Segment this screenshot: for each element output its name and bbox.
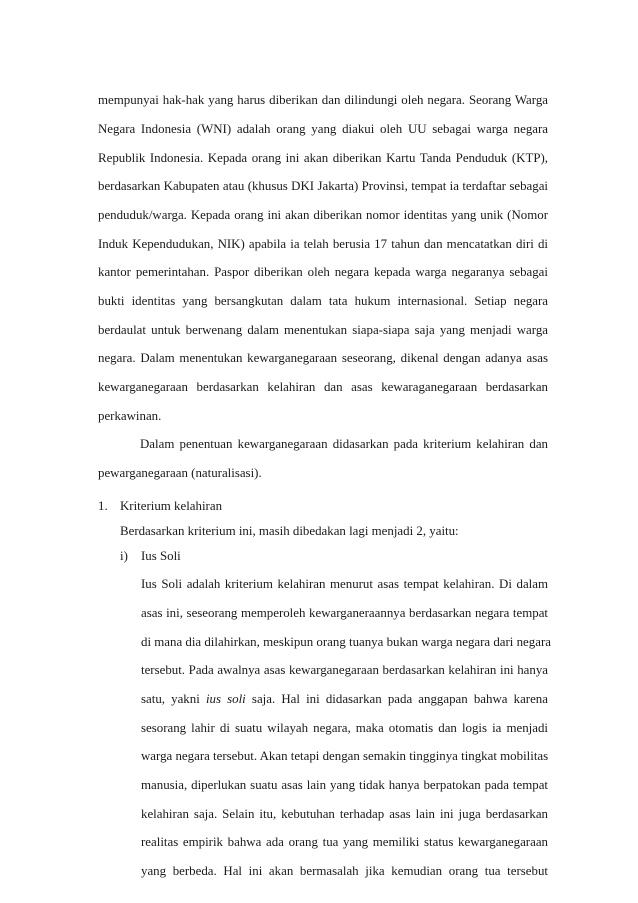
paragraph-line: negara. Dalam menentukan kewarganegaraan seseorang, dikenal dengan adanya asas bbox=[98, 351, 548, 365]
body-line: warga negara tersebut. Akan tetapi dengan semakin tingginya tingkat mobilitas bbox=[141, 749, 549, 763]
sub-list-marker: i) bbox=[120, 549, 128, 563]
paragraph-line: berdaulat untuk berwenang dalam menentukan siapa-siapa saja yang menjadi warga bbox=[98, 323, 548, 337]
body-line: di mana dia dilahirkan, meskipun orang tuanya bukan warga negara dari negara bbox=[141, 635, 551, 649]
body-line: yang berbeda. Hal ini akan bermasalah jika kemudian orang tua tersebut bbox=[141, 864, 548, 878]
paragraph-line: penduduk/warga. Kepada orang ini akan diberikan nomor identitas yang unik (Nomor bbox=[98, 208, 548, 222]
paragraph-line: mempunyai hak-hak yang harus diberikan dan dilindungi oleh negara. Seorang Warga bbox=[98, 93, 548, 107]
body-line: realitas empirik bahwa ada orang tua yang memiliki status kewarganegaraan bbox=[141, 835, 548, 849]
paragraph-line: Induk Kependudukan, NIK) apabila ia telah berusia 17 tahun dan mencatatkan diri di bbox=[98, 237, 548, 251]
paragraph-line: pewarganegaraan (naturalisasi). bbox=[98, 466, 262, 480]
list-item-intro: Berdasarkan kriterium ini, masih dibedakan lagi menjadi 2, yaitu: bbox=[120, 524, 459, 538]
body-line: manusia, diperlukan suatu asas lain yang tidak hanya berpatokan pada tempat bbox=[141, 778, 548, 792]
body-line: sesorang lahir di suatu wilayah negara, maka otomatis dan logis ia menjadi bbox=[141, 721, 548, 735]
paragraph-line: Dalam penentuan kewarganegaraan didasarkan pada kriterium kelahiran dan bbox=[140, 437, 548, 451]
body-line bbox=[141, 690, 548, 708]
sub-item-title: Ius Soli bbox=[141, 549, 181, 563]
list-number: 1. bbox=[98, 499, 108, 513]
italic-term: ius soli bbox=[205, 692, 246, 706]
paragraph-line: bukti identitas yang bersangkutan dalam tata hukum internasional. Setiap negara bbox=[98, 294, 548, 308]
body-line: asas ini, seseorang memperoleh kewarganeraannya berdasarkan negara tempat bbox=[141, 606, 548, 620]
paragraph-line: kewarganegaraan berdasarkan kelahiran dan asas kewaraganegaraan berdasarkan bbox=[98, 380, 548, 394]
list-item-title: Kriterium kelahiran bbox=[120, 499, 223, 513]
paragraph-line: berdasarkan Kabupaten atau (khusus DKI Jakarta) Provinsi, tempat ia terdaftar sebagai bbox=[98, 179, 548, 193]
paragraph-line: kantor pemerintahan. Paspor diberikan oleh negara kepada warga negaranya sebagai bbox=[98, 265, 548, 279]
paragraph-line: Republik Indonesia. Kepada orang ini akan diberikan Kartu Tanda Penduduk (KTP), bbox=[98, 151, 548, 165]
body-line: kelahiran saja. Selain itu, kebutuhan terhadap asas lain ini juga berdasarkan bbox=[141, 807, 548, 821]
body-line: tersebut. Pada awalnya asas kewarganegaraan berdasarkan kelahiran ini hanya bbox=[141, 663, 548, 677]
paragraph-line: Negara Indonesia (WNI) adalah orang yang diakui oleh UU sebagai warga negara bbox=[98, 122, 548, 136]
paragraph-line: perkawinan. bbox=[98, 409, 162, 423]
body-line: Ius Soli adalah kriterium kelahiran menurut asas tempat kelahiran. Di dalam bbox=[141, 577, 548, 591]
text-run: saja. Hal ini didasarkan pada anggapan bahwa karena bbox=[251, 692, 548, 706]
text-run: satu, yakni bbox=[141, 692, 200, 706]
